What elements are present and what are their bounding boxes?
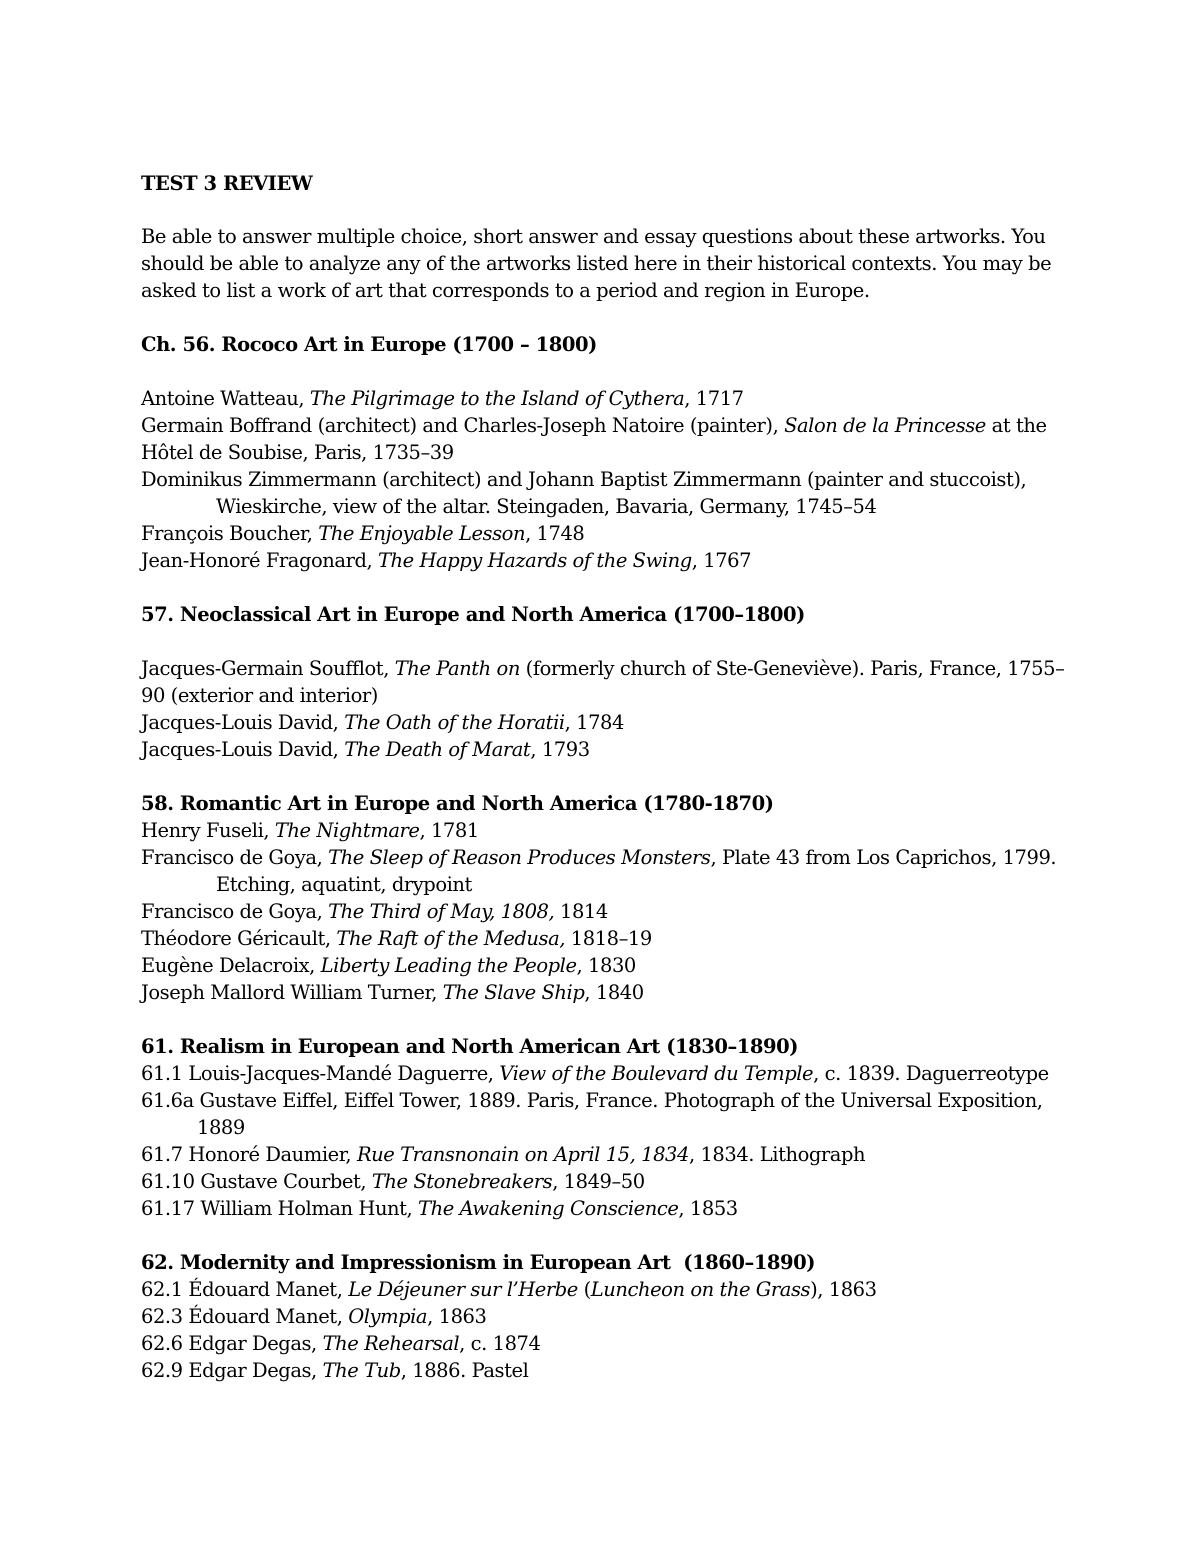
- artwork-title-translation: Luncheon on the Grass: [590, 1278, 811, 1301]
- list-item: 61.6a Gustave Eiffel, Eiffel Tower, 1889. Paris, France. Photograph of the Universal Exposition, 1889: [141, 1089, 1043, 1139]
- list-item: Dominikus Zimmermann (architect) and Johann Baptist Zimmermann (painter and stuccoist), Wieskirche, view of the altar. Steingaden, Bavaria, Germany, 1745–54: [141, 468, 1027, 518]
- intro-paragraph: Be able to answer multiple choice, short answer and essay questions about these artworks. You should be able to analyze any of the artworks listed here in their historical contexts. You may be asked to list a work of art that corresponds to a period and region in Europe.: [141, 225, 1052, 302]
- list-item: Jacques-Louis David, The Oath of the Horatii, 1784: [141, 711, 624, 734]
- list-item: 61.7 Honoré Daumier, Rue Transnonain on April 15, 1834, 1834. Lithograph: [141, 1143, 866, 1166]
- section-neoclassical: [141, 601, 1071, 763]
- list-item: Eugène Delacroix, Liberty Leading the People, 1830: [141, 954, 636, 977]
- list-item: Henry Fuseli, The Nightmare, 1781: [141, 819, 479, 842]
- list-item: 61.1 Louis-Jacques-Mandé Daguerre, View of the Boulevard du Temple, c. 1839. Daguerreotype: [141, 1062, 1049, 1085]
- document-title: TEST 3 REVIEW: [141, 172, 313, 195]
- section-heading: 57. Neoclassical Art in Europe and North America (1700–1800): [141, 603, 805, 626]
- artwork-title: The Stonebreakers: [371, 1170, 553, 1193]
- artwork-title: The Raft of the Medusa,: [336, 927, 566, 950]
- list-item: Francisco de Goya, The Third of May, 1808, 1814: [141, 900, 608, 923]
- list-item: 62.1 Édouard Manet, Le Déjeuner sur l’Herbe (Luncheon on the Grass), 1863: [141, 1278, 877, 1301]
- list-item: Germain Boffrand (architect) and Charles-Joseph Natoire (painter), Salon de la Princesse at the Hôtel de Soubise, Paris, 1735–39: [141, 414, 1047, 464]
- artwork-title: The Awakening Conscience: [418, 1197, 679, 1220]
- section-heading: 62. Modernity and Impressionism in European Art (1860–1890): [141, 1251, 816, 1274]
- artwork-title: The Tub: [322, 1359, 401, 1382]
- list-item: Jean-Honoré Fragonard, The Happy Hazards of the Swing, 1767: [141, 549, 752, 572]
- list-item: Théodore Géricault, The Raft of the Medusa, 1818–19: [141, 927, 652, 950]
- list-item: 61.17 William Holman Hunt, The Awakening Conscience, 1853: [141, 1197, 738, 1220]
- list-item: Jacques-Louis David, The Death of Marat, 1793: [141, 738, 590, 761]
- section-romantic: [141, 790, 1071, 1006]
- artwork-title: The Oath of the Horatii: [344, 711, 565, 734]
- artwork-title: Salon de la Princesse: [784, 414, 986, 437]
- list-item: 62.6 Edgar Degas, The Rehearsal, c. 1874: [141, 1332, 541, 1355]
- list-item: Joseph Mallord William Turner, The Slave Ship, 1840: [141, 981, 644, 1004]
- document-page: [141, 170, 1071, 1384]
- artwork-title: Olympia: [348, 1305, 428, 1328]
- artwork-title: The Death of Marat: [344, 738, 531, 761]
- list-item: Francisco de Goya, The Sleep of Reason Produces Monsters, Plate 43 from Los Caprichos, 1799. Etching, aquatint, drypoint: [141, 846, 1057, 896]
- artwork-title: The Sleep of Reason Produces Monsters: [328, 846, 711, 869]
- artwork-title: The Enjoyable Lesson: [318, 522, 526, 545]
- section-realism: [141, 1033, 1071, 1222]
- artwork-title: View of the Boulevard du Temple: [499, 1062, 814, 1085]
- section-heading: 61. Realism in European and North American Art (1830–1890): [141, 1035, 798, 1058]
- section-heading: Ch. 56. Rococo Art in Europe (1700 – 1800): [141, 333, 597, 356]
- list-item: 62.3 Édouard Manet, Olympia, 1863: [141, 1305, 487, 1328]
- list-item: François Boucher, The Enjoyable Lesson, 1748: [141, 522, 585, 545]
- section-rococo: [141, 331, 1071, 574]
- list-item: Jacques-Germain Soufflot, The Panth on (formerly church of Ste-Geneviève). Paris, France, 1755–90 (exterior and interior): [141, 657, 1065, 707]
- list-item: 61.10 Gustave Courbet, The Stonebreakers, 1849–50: [141, 1170, 645, 1193]
- artwork-title: The Happy Hazards of the Swing: [377, 549, 692, 572]
- artwork-title: The Slave Ship: [442, 981, 585, 1004]
- artwork-title: Le Déjeuner sur l’Herbe: [348, 1278, 578, 1301]
- artwork-title: Liberty Leading the People: [320, 954, 577, 977]
- artwork-title: The Panth on: [394, 657, 520, 680]
- artwork-title: The Rehearsal: [322, 1332, 460, 1355]
- section-heading: 58. Romantic Art in Europe and North America (1780-1870): [141, 792, 774, 815]
- list-item: Antoine Watteau, The Pilgrimage to the Island of Cythera, 1717: [141, 387, 744, 410]
- list-item: 62.9 Edgar Degas, The Tub, 1886. Pastel: [141, 1359, 529, 1382]
- artwork-title: The Pilgrimage to the Island of Cythera: [309, 387, 685, 410]
- artwork-title: Rue Transnonain on April 15, 1834: [356, 1143, 689, 1166]
- section-impressionism: [141, 1249, 1071, 1384]
- artwork-title: The Nightmare: [274, 819, 420, 842]
- artwork-title: The Third of May, 1808,: [328, 900, 555, 923]
